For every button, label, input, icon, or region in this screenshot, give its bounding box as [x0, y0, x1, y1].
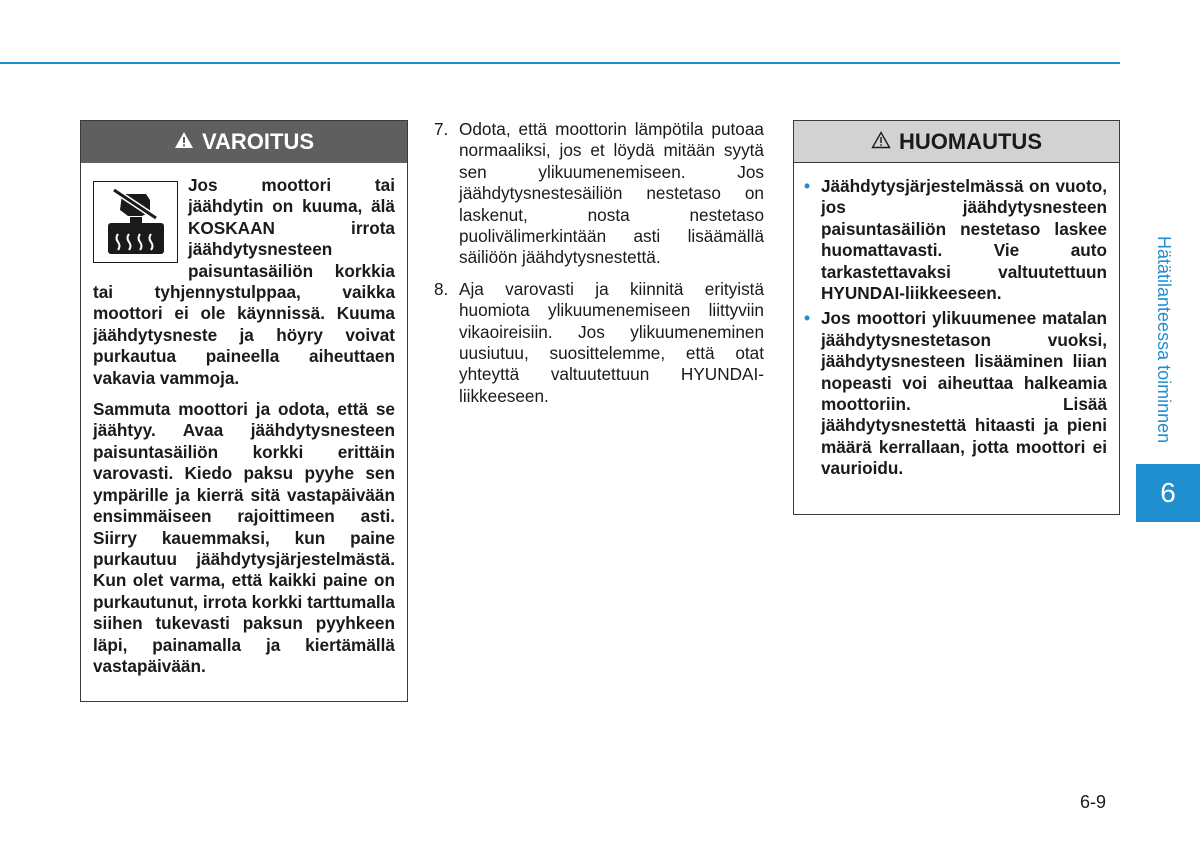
warning-box	[80, 120, 408, 702]
warning-paragraph: Jos moottori tai jäähdytin on kuuma, älä KOSKAAN irrota jäähdytysnesteen paisuntasäiliön korkkia tai tyhjennystulppaa, vaikka moottori ei ole käynnissä. Kuuma jäähdytysneste ja höyry voivat purkautua paineella aiheuttaen vakavia vammoja.	[93, 175, 395, 388]
bullet-dot-icon: •	[804, 176, 811, 196]
warning-body	[81, 163, 407, 677]
step-text: Odota, että moottorin lämpötila putoaa normaaliksi, jos et löydä mitään syytä sen ylikuumenemiseen. Jos jäähdytysnestesäiliön nestetaso on laskenut, nosta nestetaso puolivälimerkintään asti lisäämällä säiliöön jäähdytysnestettä.	[459, 119, 764, 268]
step-item	[434, 119, 764, 269]
notice-bullet-text: Jos moottori ylikuumenee matalan jäähdytysnestetason vuoksi, jäähdytysnesteen lisääminen liian nopeasti voi aiheuttaa halkeamia moottoriin. Lisää jäähdytysnestettä hitaasti ja pieni määrä kerrallaan, jotta moottori ei vaurioidu.	[821, 308, 1107, 479]
chapter-tab: 6	[1136, 464, 1200, 522]
top-rule	[0, 62, 1120, 64]
step-number: 8.	[434, 278, 449, 299]
page-number: 6-9	[1080, 792, 1107, 812]
hot-radiator-cap-prohibited-icon	[93, 181, 178, 263]
notice-header	[794, 121, 1119, 163]
chapter-side-label: Hätätilanteessa toiminnen	[1154, 236, 1174, 444]
step-number: 7.	[434, 119, 449, 139]
notice-title: HUOMAUTUS	[899, 128, 1042, 154]
caution-triangle-icon	[871, 129, 891, 155]
notice-bullet	[804, 176, 1107, 304]
warning-title: VAROITUS	[201, 129, 315, 154]
bullet-dot-icon: •	[804, 308, 811, 329]
notice-bullet	[804, 308, 1107, 479]
notice-body	[794, 163, 1119, 480]
steps-column	[434, 119, 764, 417]
warning-header	[81, 121, 407, 163]
step-text: Aja varovasti ja kiinnitä erityistä huomiota ylikuumenemiseen liittyviin vikaoireisiin. Jos ylikuumeneminen uusiutuu, suosittelemme, että otat yhteyttä valtuutettuun HYUNDAI-liikkeeseen.	[459, 278, 764, 406]
warning-paragraph: Sammuta moottori ja odota, että se jäähtyy. Avaa jäähdytysnesteen paisuntasäiliön korkki erittäin varovasti. Kiedo paksu pyyhe sen ympärille ja kierrä sitä vastapäivään ensimmäiseen rajoittimeen asti. Siirry kauemmaksi, kun paine purkautuu jäähdytysjärjestelmästä. Kun olet varma, että kaikki paine on purkautunut, irrota korkki tarttumalla siihen tukevasti paksun pyyhkeen läpi, painamalla ja kiertämällä vastapäivään.	[93, 399, 395, 676]
warning-triangle-icon	[174, 129, 194, 155]
step-item	[434, 279, 764, 407]
notice-bullet-text: Jäähdytysjärjestelmässä on vuoto, jos jäähdytysnesteen paisuntasäiliön nestetaso laskee huomattavasti. Vie auto tarkastettavaksi valtuutettuun HYUNDAI-liikkeeseen.	[821, 176, 1107, 304]
notice-box	[793, 120, 1120, 515]
